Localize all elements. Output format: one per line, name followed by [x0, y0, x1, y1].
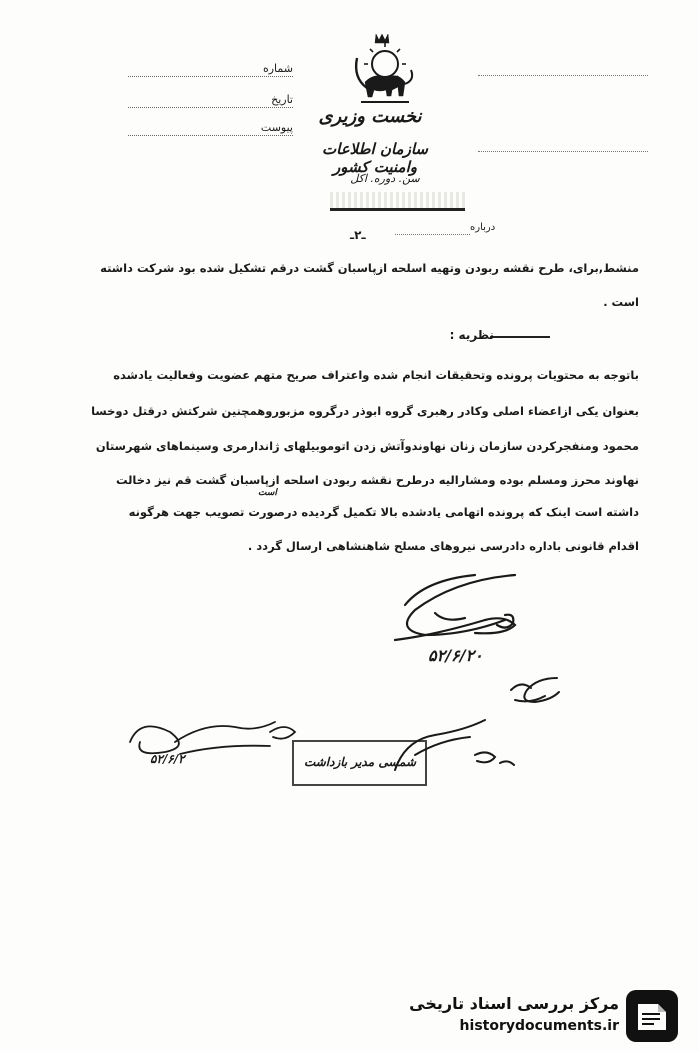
body-line-2: است . — [603, 295, 639, 309]
regarding-label: درباره — [470, 222, 496, 233]
number-field — [128, 60, 293, 77]
org-subtitle: سازمان اطلاعات وامنیت کشور — [322, 140, 428, 176]
body-line-6: نهاوند محرز ومسلم بوده ومشارالیه درطرح نقشه ربودن اسلحه ازپاسبان گشت قم نیز دخالت — [115, 473, 639, 487]
archive-logo-icon — [624, 988, 680, 1044]
org-department: سن. دوره. اکل — [350, 172, 420, 185]
left-handwritten-date: ۵۲/۶/۲ — [150, 752, 185, 766]
header-right-line — [478, 74, 648, 76]
number-label: شماره — [259, 62, 293, 75]
handwritten-date: ۵۲/۶/۲۰ — [428, 646, 483, 665]
org-title: نخست وزیری — [318, 106, 422, 127]
body-line-8: اقدام قانونی باداره دادرسی نیروهای مسلح شاهنشاهی ارسال گردد . — [247, 539, 639, 553]
body-line-4: بعنوان یکی ازاعضاء اصلی وکادر رهبری گروه ابوذر درگروه مزبوروهمچنین شرکتش درقتل دوخسا — [91, 404, 639, 418]
lion-and-sun-emblem-icon — [345, 30, 425, 110]
opinion-label: نظریه : — [449, 328, 494, 342]
body-line-5: محمود ومنفجرکردن سازمان زنان نهاوندوآتش زدن اتوموبیلهای ژاندارمری وسینماهای شهرستان — [95, 439, 639, 453]
opinion-underline — [490, 336, 550, 338]
attachment-label: پیوست — [257, 121, 293, 134]
left-signature-icon — [120, 712, 310, 782]
body-line-7: داشته است اینک که پرونده اتهامی یادشده بالا تکمیل گردیده درصورت تصویب جهت هرگونه — [128, 505, 639, 519]
inserted-word: است — [258, 488, 277, 498]
attachment-field — [128, 119, 293, 136]
header-right-line-2 — [478, 150, 648, 152]
right-signature-icon — [375, 715, 525, 785]
redacted-block — [330, 192, 465, 211]
page-number: ـ۲ـ — [350, 228, 366, 242]
date-label: تاریخ — [267, 93, 293, 106]
approval-stamp-text: شمسی مدیر بازداشت — [303, 755, 417, 769]
regarding-line — [395, 234, 470, 235]
watermark-title: مرکز بررسی اسناد تاریخی — [409, 994, 619, 1013]
body-line-3: باتوجه به محتویات پرونده وتحقیقات انجام شده واعتراف صریح متهم عضویت وفعالیت یادشده — [113, 368, 639, 382]
date-field — [128, 91, 293, 108]
watermark-url: historydocuments.ir — [459, 1018, 619, 1034]
initial-signature-icon — [505, 670, 565, 708]
body-line-1: منشط,برای، طرح نقشه ربودن وتهیه اسلحه ازپاسبان گشت درقم تشکیل شده بود شرکت داشته — [100, 261, 639, 275]
